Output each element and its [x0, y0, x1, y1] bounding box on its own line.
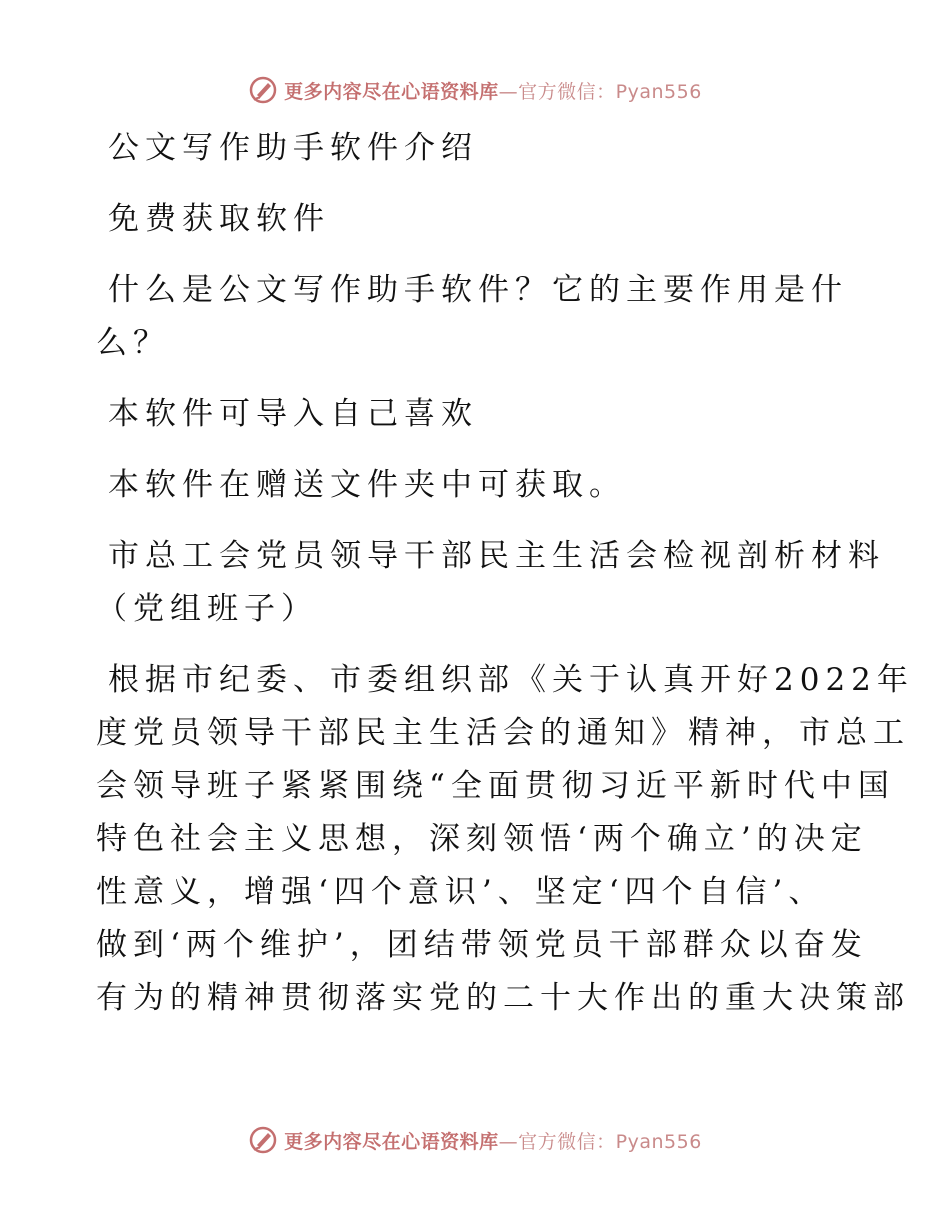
paragraph-line: 免费获取软件: [108, 201, 330, 237]
watermark-site-text: 更多内容尽在心语资料库: [284, 80, 499, 103]
watermark-site-text: 更多内容尽在心语资料库: [284, 1130, 499, 1153]
watermark-text: [284, 1127, 702, 1154]
paragraph-line: 根据市纪委、市委组织部《关于认真开好2022年: [108, 662, 914, 698]
paragraph-line: 性意义，增强‘四个意识’、坚定‘四个自信’、: [96, 874, 826, 910]
paragraph-line: 公文写作助手软件介绍: [108, 130, 478, 166]
watermark-dash: —: [498, 80, 519, 103]
pen-logo-icon: [248, 1125, 278, 1155]
paragraph: [96, 388, 856, 441]
paragraph: [96, 264, 856, 370]
document-body: [96, 122, 914, 1043]
watermark-text: [284, 77, 702, 104]
paragraph-line: 会领导班子紧紧围绕“全面贯彻习近平新时代中国: [96, 768, 895, 804]
paragraph: [96, 459, 856, 512]
paragraph-line: 市总工会党员领导干部民主生活会检视剖析材料: [108, 538, 885, 574]
paragraph: [96, 193, 856, 246]
document-title: [96, 530, 885, 636]
paragraph-line: 本软件可导入自己喜欢: [108, 396, 478, 432]
paragraph: [96, 122, 856, 175]
paragraph-line: 本软件在赠送文件夹中可获取。: [108, 467, 626, 503]
pen-logo-icon: [248, 75, 278, 105]
paragraph-line: 度党员领导干部民主生活会的通知》精神，市总工: [96, 715, 910, 751]
paragraph-line: 有为的精神贯彻落实党的二十大作出的重大决策部: [96, 980, 910, 1016]
paragraph-line: 么？: [96, 325, 170, 361]
header-watermark-banner: [0, 70, 950, 110]
watermark-wechat-text: 官方微信：Pyan556: [518, 80, 702, 103]
footer-watermark-banner: [0, 1120, 950, 1160]
paragraph-line: 特色社会主义思想，深刻领悟‘两个确立’的决定: [96, 821, 868, 857]
paragraph-line: 做到‘两个维护’，团结带领党员干部群众以奋发: [96, 927, 868, 963]
paragraph-line: （党组班子）: [96, 591, 318, 627]
paragraph-line: 什么是公文写作助手软件？它的主要作用是什: [108, 272, 848, 308]
watermark-wechat-text: 官方微信：Pyan556: [518, 1130, 702, 1153]
body-paragraph: [96, 654, 914, 1025]
watermark-dash: —: [498, 1130, 519, 1153]
